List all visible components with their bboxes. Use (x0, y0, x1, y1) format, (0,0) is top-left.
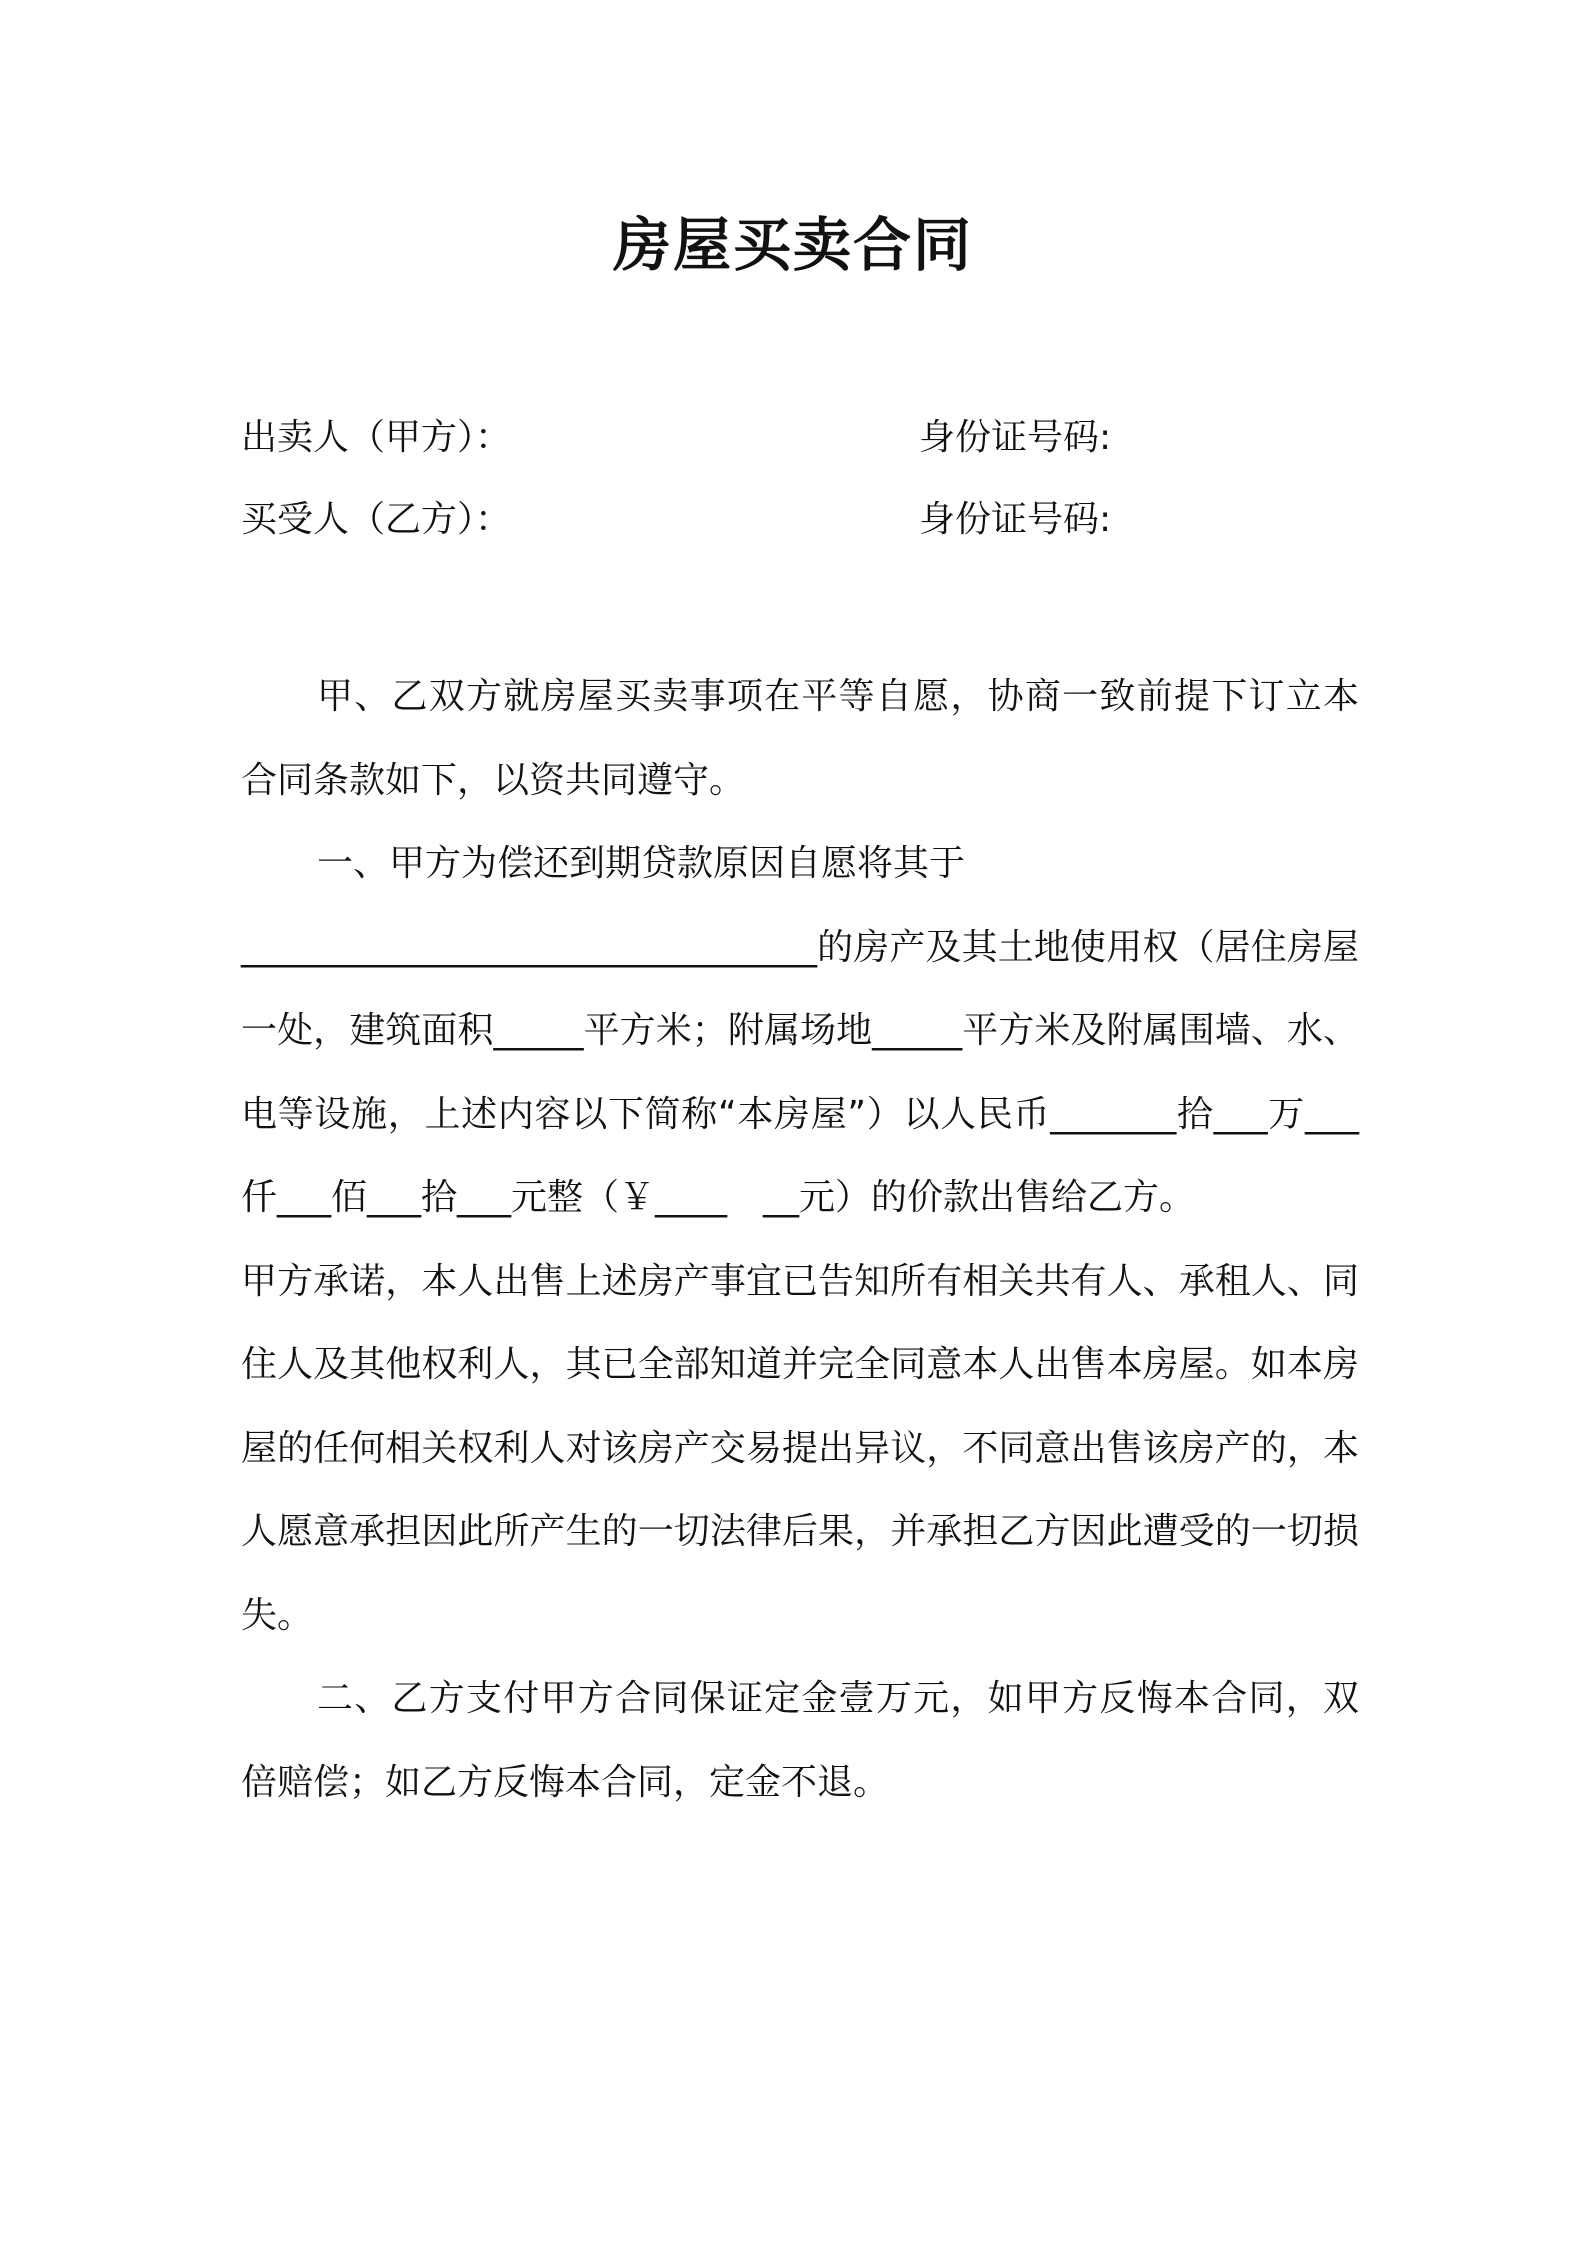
clause-one-details: ________________________________的房产及其土地使用权（居住房屋一处，建筑面积_____平方米；附属场地_____平方米及附属围墙、水、电等设施，上述内容以下简称“本房屋”）以人民币_______拾___万___仟___佰___拾___元整（￥____ __元）的价款出售给乙方。 (241, 926, 1359, 1218)
preamble-paragraph: 甲、乙双方就房屋买卖事项在平等自愿，协商一致前提下订立本合同条款如下，以资共同遵守。 (241, 676, 1359, 801)
seller-label: 出卖人（甲方）： (241, 417, 512, 458)
contract-body (241, 655, 1359, 1824)
buyer-label: 买受人（乙方）： (241, 499, 512, 540)
seller-row (241, 408, 1351, 468)
document-title: 房屋买卖合同 (612, 211, 973, 279)
seller-commitment-paragraph: 甲方承诺，本人出售上述房产事宜已告知所有相关共有人、承租人、同住人及其他权利人，其已全部知道并完全同意本人出售本房屋。如本房屋的任何相关权利人对该房产交易提出异议，不同意出售该房产的，本人愿意承担因此所产生的一切法律后果，并承担乙方因此遭受的一切损失。 (241, 1260, 1359, 1636)
buyer-id-label: 身份证号码: (919, 499, 1112, 540)
clause-one-intro: 一、甲方为偿还到期贷款原因自愿将其于 (317, 843, 966, 884)
clause-two-paragraph: 二、乙方支付甲方合同保证定金壹万元，如甲方反悔本合同，双倍赔偿；如乙方反悔本合同，定金不退。 (241, 1678, 1359, 1803)
buyer-row (241, 490, 1351, 550)
seller-id-label: 身份证号码: (919, 417, 1112, 458)
